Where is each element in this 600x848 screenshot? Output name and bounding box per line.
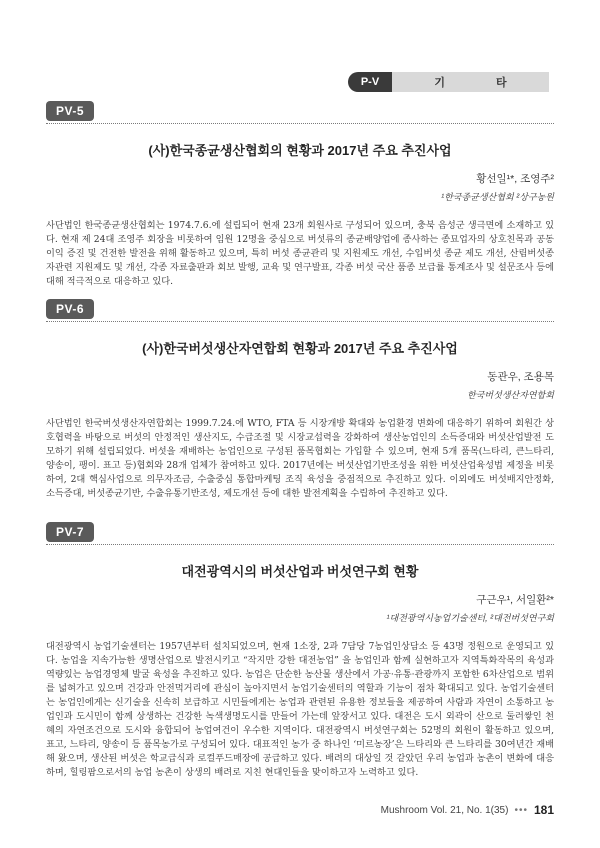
article-authors: 황선일¹*, 조영주² [476,173,554,185]
footer-dots: ••• [514,804,528,816]
section-code: P-V [348,72,392,92]
article-code-badge: PV-5 [46,101,94,121]
article-pv7 [46,521,554,780]
article-code-badge: PV-6 [46,299,94,319]
article-affiliation: ¹대전광역시농업기술센터, ²대전버섯연구회 [386,613,554,623]
article-abstract: 대전광역시 농업기술센터는 1957년부터 설치되었으며, 현재 1소장, 2과 7담당 7농업인상담소 등 43명 정원으로 운영되고 있다. 농업을 지속가능한 생명산업으로 발전시키고 “작지만 강한 대전농업” 을 농업인과 함께 실현하고자 지역특화작목의 육성과 역량있는 농업경영체 발굴 육성을 추진하고 있다. 농업은 단순한 농산물 생산에서 가공·유통·관광까지 포함한 6차산업으로 범위를 넓혀가고 있으며 건강과 안전먹거리에 관심이 높아지면서 농업기술센터의 역할과 기능이 점차 확대되고 있다. 농업기술센터는 농업인에게는 신기술을 신속히 보급하고 시민들에게는 농업과 관련된 유용한 정보들을 제공하여 사람과 자연이 소통하고 농업인과 도시민이 함께 상생하는 건강한 녹색생명도시를 만들어 가는데 앞장서고 있다. 대전은 도시 외곽이 산으로 둘러쌓인 천혜의 자연조건으로 도시와 융합되어 농업여건이 우수한 지역이다. 대전광역시 버섯연구회는 52명의 회원이 활동하고 있으며, 표고, 느타리, 양송이 등 품목농가로 구성되어 있다. 대표적인 농가 중 하나인 ‘미르농장’은 느타리와 큰 느타리를 30여년간 재배해 왔으며, 생산된 버섯은 학교급식과 로컬푸드매장에 공급하고 있다. 배려의 대상일 것 같았던 우리 농업과 농촌이 변화에 대응하며, 힐링팜으로서의 농업 농촌이 상생의 배려로 지친 현대인들을 맞이하고자 노력하고 있다. [46,641,554,778]
article-title: 대전광역시의 버섯산업과 버섯연구회 현황 [181,564,419,579]
article-abstract: 사단법인 한국종균생산협회는 1974.7.6.에 설립되어 현재 23개 회원사로 구성되어 있으며, 충북 음성군 생극면에 소재하고 있다. 현재 제 24대 조영주 회장을 비롯하여 임원 12명을 중심으로 버섯류의 종균배양업에 종사하는 종묘업자의 상호친목과 공동이익 증진 및 건전한 발전을 위해 활동하고 있으며, 특히 버섯 종균관리 및 지원제도 개선, 수입버섯 종균 제도 개선, 산림버섯종자관련 지원제도 및 개선, 각종 자료출판과 회보 발행, 교육 및 연구발표, 각종 버섯 국산 품종 보급률 통계조사 및 설문조사 등에 대해 적극적으로 대응하고 있다. [46,220,555,287]
article-affiliation: 한국버섯생산자연합회 [467,390,554,400]
page-footer [381,803,554,817]
journal-citation: Mushroom Vol. 21, No. 1(35) [380,804,509,816]
article-pv5 [46,100,554,289]
section-name: 기 타 [392,72,549,92]
article-pv6 [46,298,554,501]
article-abstract: 사단법인 한국버섯생산자연합회는 1999.7.24.에 WTO, FTA 등 시장개방 확대와 농업환경 변화에 대응하기 위하여 회원간 상호협력을 바탕으로 버섯의 안정적인 생산지도, 수급조절 및 시장교섭력을 강화하여 생산농업인의 소득증대와 버섯산업발전 도모하기 위해 설립되었다. 버섯을 재배하는 농업인으로 구성된 품목협회는 가입할 수 있으며, 현재 5개 품목(느타리, 큰느타리, 양송이, 팽이. 표고 등)협회와 28개 업체가 참여하고 있다. 2017년에는 버섯산업기반조성을 위한 버섯산업육성법 제정을 비롯하여, 2대 핵심사업으로 의무자조금, 수출중심 통합마케팅 조직 육성을 중점적으로 추진하고 있다. 이외에도 버섯배지안정화, 소득증대, 버섯종균기반, 수출유통기반조성, 제도개선 등에 대한 발전계획을 수립하여 추진하고 있다. [46,418,554,499]
article-authors: 구근우¹, 서일환²* [476,594,554,606]
article-code-badge: PV-7 [46,522,94,542]
article-authors: 동관우, 조용목 [487,371,554,383]
article-title: (사)한국버섯생산자연합회 현황과 2017년 주요 추진사업 [142,341,458,356]
section-header-tab [348,72,549,92]
article-title: (사)한국종균생산협회의 현황과 2017년 주요 추진사업 [148,143,452,158]
article-affiliation: ¹한국종균생산협회 ²상구농원 [441,192,554,202]
page-number: 181 [533,803,554,817]
